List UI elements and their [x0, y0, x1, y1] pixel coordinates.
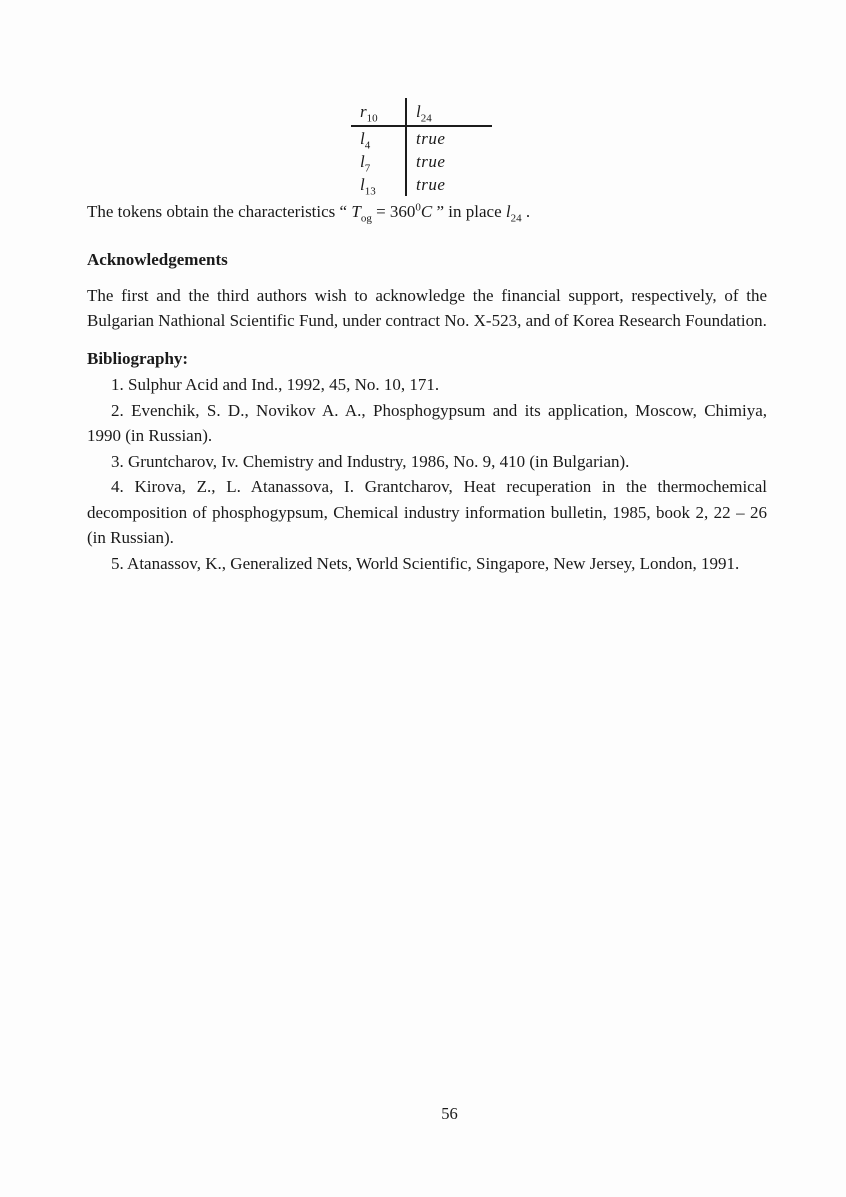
formula-mid: = 360 — [371, 202, 416, 221]
table-header-row — [351, 98, 492, 126]
tokens-characteristics-line — [87, 199, 767, 224]
bibliography-item: 4. Kirova, Z., L. Atanassova, I. Grantcharov, Heat recuperation in the thermochemical decomposition of phosphogypsum, Chemical industry information bulletin, 1985, book 2, 22 – 26 (in Russian). — [87, 477, 767, 547]
math-sub: 24 — [420, 111, 432, 124]
math-sub: 4 — [364, 138, 371, 151]
math-var-l: l — [416, 101, 421, 121]
token-characteristics-table — [351, 98, 492, 196]
math-sub: 7 — [364, 161, 371, 174]
tokens-line-after-formula: ” in place — [432, 202, 506, 221]
tokens-line-suffix: . — [521, 202, 531, 221]
table-cell-place — [351, 126, 406, 150]
bibliography-item: 5. Atanassov, K., Generalized Nets, World Scientific, Singapore, New Jersey, London, 1991. — [111, 553, 740, 573]
table-row — [351, 150, 492, 173]
math-sub: 24 — [510, 212, 522, 225]
table-cell-place — [351, 173, 406, 196]
math-sup: 0 — [415, 201, 421, 214]
math-var-T: T — [351, 202, 361, 221]
table-cell-value: true — [406, 126, 492, 150]
math-var-C: C — [420, 202, 433, 221]
bibliography-heading: Bibliography: — [87, 349, 189, 368]
math-sub: 13 — [364, 184, 376, 197]
table-row — [351, 173, 492, 196]
table-row — [351, 126, 492, 150]
math-var-l: l — [360, 174, 365, 194]
math-var-l: l — [360, 151, 365, 171]
token-table-section — [351, 98, 767, 196]
bibliography-list — [87, 372, 767, 576]
bibliography-item: 3. Gruntcharov, Iv. Chemistry and Industry, 1986, No. 9, 410 (in Bulgarian). — [111, 451, 630, 471]
math-sub: 10 — [366, 111, 378, 124]
math-sub: og — [360, 212, 372, 225]
table-cell-value: true — [406, 150, 492, 173]
table-cell-value: true — [406, 173, 492, 196]
table-header-token — [406, 98, 492, 126]
math-var-r: r — [360, 101, 367, 121]
math-var-l: l — [505, 202, 511, 221]
bibliography-item: 2. Evenchik, S. D., Novikov A. A., Phosphogypsum and its application, Moscow, Chimiya, 1990 (in Russian). — [87, 400, 767, 445]
bibliography-item: 1. Sulphur Acid and Ind., 1992, 45, No. 10, 171. — [111, 375, 440, 394]
table-header-place — [351, 98, 406, 126]
math-var-l: l — [360, 128, 365, 148]
tokens-line-prefix: The tokens obtain the characteristics “ — [87, 202, 352, 221]
page-number: 56 — [441, 1104, 458, 1123]
acknowledgements-body: The first and the third authors wish to acknowledge the financial support, respectively, of the Bulgarian Nathional Scientific Fund, under contract No. X-523, and of Korea Research Foundation. — [87, 286, 767, 330]
acknowledgements-heading: Acknowledgements — [87, 250, 228, 269]
table-cell-place — [351, 150, 406, 173]
